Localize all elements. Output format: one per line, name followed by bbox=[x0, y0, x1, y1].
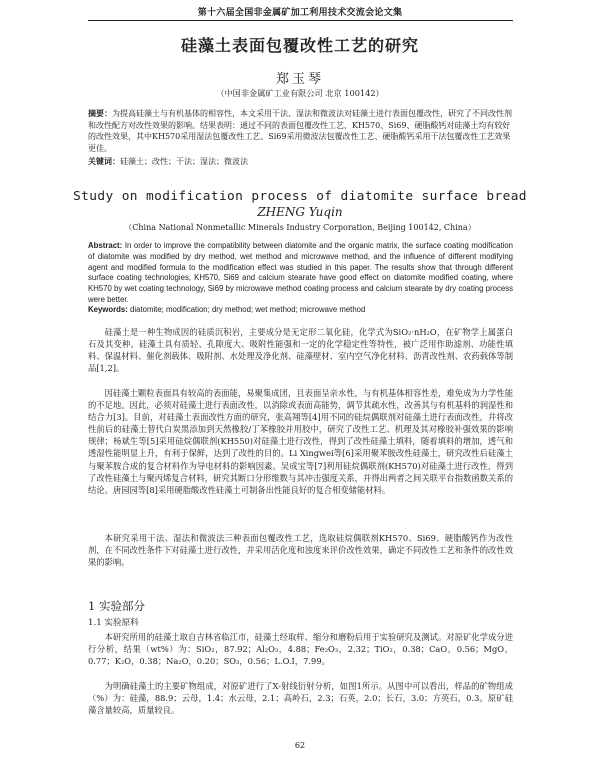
chinese-affiliation: （中国非金属矿工业有限公司 北京 100142） bbox=[216, 88, 384, 98]
intro-paragraph: 本研究采用干法、湿法和微波法三种表面包覆改性工艺，选取硅烷偶联剂KH570、Si69、硬脂酸钙作为改性剂，在不同改性条件下对硅藻土进行改性，并采用活化度和浊度来评价改性效果，确定不同改性工艺和条件的改性效果的影响。 bbox=[88, 533, 513, 568]
subsection-heading-materials: 1.1 实验原料 bbox=[88, 618, 139, 628]
chinese-abstract-text: 为提高硅藻土与有机基体的相容性，本文采用干法、湿法和微波法对硅藻土进行表面包覆改性，研究了不同改性剂和改性配方对改性效果的影响。结果表明：通过不同的表面包覆改性工艺，KH570、Si69、硬脂酸钙对硅藻土均有较好的改性效果，其中KH570采用湿法包覆改性工艺、Si69采用微波法包覆改性工艺、硬脂酸钙采用干法包覆改性工艺效果更佳。 bbox=[88, 109, 512, 153]
intro-paragraph: 因硅藻土颗粒表面具有较高的表面能，易聚集成团，且表面呈亲水性，与有机基体相容性差，难免成为力学性能的不足地。因此，必须对硅藻土进行表面改性，以消除或表面高能势，调节其疏水性，改善其与有机基料的润湿性和结合力[3]。目前，对硅藻土表面改性方面的研究，张高翔等[4]用不同的硅烷偶联剂对硅藻土进行表面改性，并将改性前后的硅藻土替代白炭黑添加到天然橡胶/丁苯橡胶并用胶中，研究了改性工艺、机理及其对橡胶补强效果的影响规律；杨斌生等[5]采用硅烷偶联剂(KH550)对硅藻土进行改性，得到了改性硅藻土填料，随着填料的增加，透气和透湿性能明显上升，有利于保鲜，达到了改性的目的。Li Xingwei等[6]采用聚苯胺改性硅藻土，研究改性后硅藻土与聚苯胺合成的复合材料作为导电材料的影响因素。吴成宝等[7]利用硅烷偶联剂(KH570)对硅藻土进行改性，得到了改性硅藻土与聚丙烯复合材料，研究其断口分形维数与其冲击强度关系，并得出两者之间关联平台指数函数关系的结论。唐园园等[8]采用硬脂酸改性硅藻土可制备出性能良好的复合相变储能材料。 bbox=[88, 388, 513, 495]
materials-paragraph: 本研究所用的硅藻土取自吉林省临江市，硅藻土经取样、缩分和磨粉后用于实验研究及测试。对原矿化学成分进行分析，结果（wt%）为：SiO₂，87.92；Al₂O₃，4.88；Fe₂O₃，2.32；TiO₂，0.38；CaO，0.56；MgO，0.77；K₂O，0.38；Na₂O，0.20；SO₃，0.56；L.O.I，7.99。 bbox=[88, 632, 513, 667]
chinese-title: 硅藻土表面包覆改性工艺的研究 bbox=[180, 36, 419, 55]
english-affiliation: （China National Nonmetallic Minerals Industry Corporation, Beijing 100142, China） bbox=[124, 223, 476, 232]
running-head: 第十六届全国非金属矿加工利用技术交流会论文集 bbox=[197, 8, 403, 18]
chinese-abstract-label: 摘要： bbox=[88, 108, 112, 118]
english-keywords bbox=[88, 305, 513, 316]
chinese-author: 郑玉琴 bbox=[275, 72, 324, 87]
header-rule bbox=[88, 20, 513, 21]
intro-paragraph: 硅藻土是一种生物成因的硅质沉积岩，主要成分是无定形二氧化硅，化学式为SiO₂·nH₂O，在矿物学上属蛋白石及其变种。硅藻土具有质轻、孔隙度大、吸附性能强和一定的化学稳定性等特性，被广泛用作助滤剂、功能性填料、保温材料、催化剂载体、吸附剂、水处理及净化剂、硅藻壁材、室内空气净化材料、沥青改性剂、农药载体等制品[1,2]。 bbox=[88, 327, 513, 374]
chinese-abstract bbox=[88, 108, 513, 154]
english-keywords-text: diatomite; modification; dry method; wet method; microwave method bbox=[130, 305, 366, 314]
english-title: Study on modification process of diatomite surface bread bbox=[73, 189, 527, 204]
english-author: ZHENG Yuqin bbox=[257, 205, 343, 219]
english-abstract-label: Abstract: bbox=[88, 241, 123, 250]
english-abstract bbox=[88, 241, 513, 306]
english-keywords-label: Keywords: bbox=[88, 305, 128, 314]
chinese-keywords-text: 硅藻土；改性；干法；湿法；微波法 bbox=[120, 157, 248, 166]
chinese-keywords bbox=[88, 156, 513, 168]
english-abstract-text: In order to improve the compatibility between diatomite and the organic matrix, the surface coating modification of diatomite was modified by dry method, wet method and microwave method, and the influence of different modifying agent and modified formula to the modification effect was studied in this paper. The results show that through different surface coating technologies, KH570, Si69 and calcium stearate have good effect on diatomite modified coating, where KH570 by wet coating technology, Si69 by microwave method coating process and calcium stearate by dry coating process were better. bbox=[88, 241, 514, 304]
chinese-keywords-label: 关键词： bbox=[88, 156, 120, 166]
section-heading-experimental: 1 实验部分 bbox=[88, 599, 145, 613]
materials-paragraph: 为明确硅藻土的主要矿物组成，对原矿进行了X-射线衍射分析，如图1所示。从图中可以看出，样品的矿物组成（%）为：硅藻，88.9；云母，1.4；水云母，2.1；高岭石，2.3；石英，2.0；长石，3.0；方英石，0.3。原矿硅藻含量较高，质量较良。 bbox=[88, 681, 513, 716]
page-number: 62 bbox=[294, 741, 306, 750]
